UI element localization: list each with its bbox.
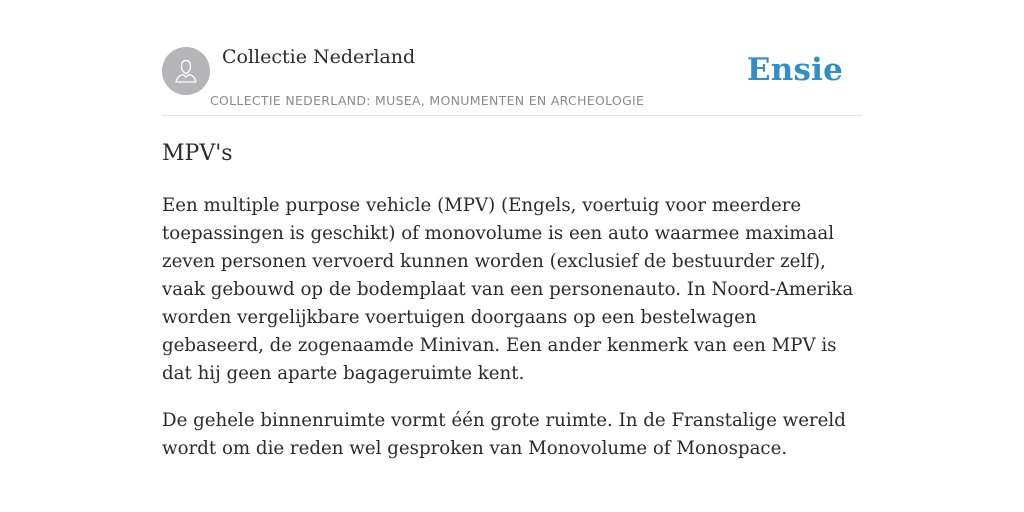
article-paragraph: De gehele binnenruimte vormt één grote ruimte. In de Franstalige wereld wordt om die reden wel gesproken van Monovolume of Monospace. [162, 410, 846, 459]
page-container [162, 0, 862, 512]
author-name[interactable]: Collectie Nederland [222, 46, 416, 68]
article-title: MPV's [162, 141, 233, 166]
user-placeholder-icon [162, 47, 210, 95]
avatar[interactable] [162, 47, 210, 95]
brand-logo[interactable]: Ensie [746, 52, 843, 88]
article-paragraph: Een multiple purpose vehicle (MPV) (Engels, voertuig voor meerdere toepassingen is geschikt) of monovolume is een auto waarmee maximaal zeven personen vervoerd kunnen worden (exclusief de bestuurder zelf), vaak gebouwd op de bodemplaat van een personenauto. In Noord-Amerika worden vergelijkbare voertuigen doorgaans op een bestelwagen gebaseerd, de zogenaamde Minivan. Een ander kenmerk van een MPV is dat hij geen aparte bagageruimte kent. [162, 195, 854, 384]
article-body [162, 192, 862, 482]
article-header [162, 0, 862, 116]
source-name[interactable]: COLLECTIE NEDERLAND: MUSEA, MONUMENTEN EN ARCHEOLOGIE [210, 93, 645, 108]
